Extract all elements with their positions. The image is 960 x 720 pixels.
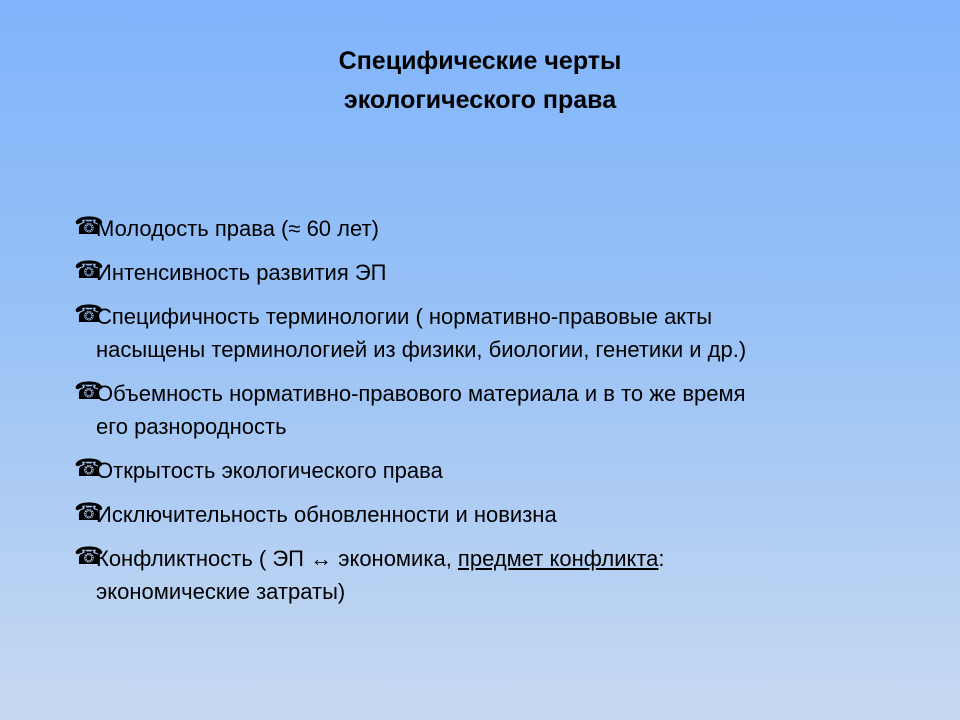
bullet-text: Специфичность терминологии ( нормативно-правовые акты	[96, 304, 713, 329]
bullet-item-youth	[74, 212, 894, 245]
bullet-item-conflict	[74, 542, 894, 608]
title-line-1: Специфические черты	[338, 47, 622, 75]
telephone-icon: ☎	[74, 542, 104, 570]
bullet-item-novelty	[74, 498, 894, 531]
telephone-icon: ☎	[74, 454, 104, 482]
bullet-text: Интенсивность развития ЭП	[96, 260, 387, 285]
bullet-item-openness	[74, 454, 894, 487]
telephone-icon: ☎	[74, 256, 104, 284]
bullet-text: Объемность нормативно-правового материала и в то же время	[96, 381, 746, 406]
slide-title	[0, 42, 960, 120]
bullet-text: Молодость права (≈ 60 лет)	[96, 216, 379, 241]
bullet-text	[96, 542, 894, 575]
bullet-text-continued: насыщены терминологией из физики, биологии, генетики и др.)	[96, 337, 747, 362]
bullet-text: Открытость экологического права	[96, 458, 443, 483]
telephone-icon: ☎	[74, 377, 104, 405]
bullet-text: Исключительность обновленности и новизна	[96, 502, 557, 527]
bullet-item-intensity	[74, 256, 894, 289]
title-line-2: экологического права	[343, 86, 617, 114]
telephone-icon: ☎	[74, 498, 104, 526]
bullet-list	[74, 212, 894, 619]
bullet-text-part: :	[658, 546, 665, 571]
bullet-text-continued: его разнородность	[96, 414, 287, 439]
telephone-icon: ☎	[74, 300, 104, 328]
bullet-item-volume	[74, 377, 894, 443]
bullet-text-continued: экономические затраты)	[96, 579, 346, 604]
bullet-text-part: Конфликтность ( ЭП ↔ экономика,	[96, 546, 458, 571]
underlined-phrase: предмет конфликта	[457, 546, 659, 571]
bullet-item-terminology	[74, 300, 894, 366]
telephone-icon: ☎	[74, 212, 104, 240]
